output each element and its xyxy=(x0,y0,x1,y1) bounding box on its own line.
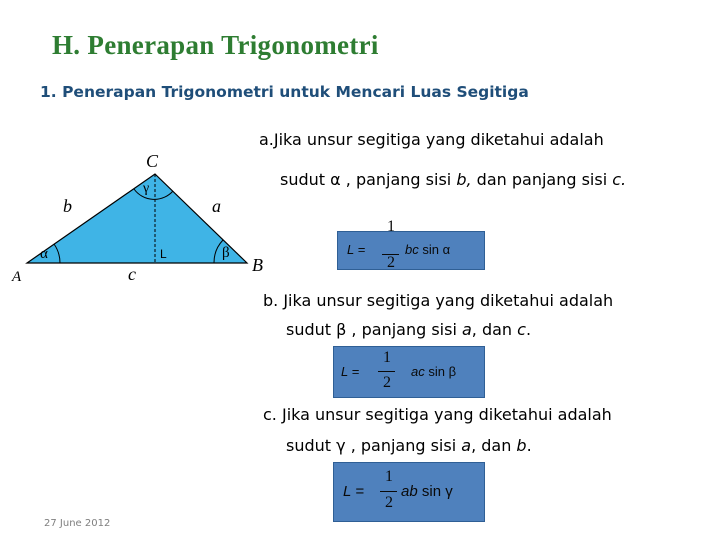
right-angle-mark: L xyxy=(160,247,167,261)
formula-c-rhs xyxy=(401,483,453,500)
formula-a-lhs: L = xyxy=(347,242,366,257)
formula-b-fraction-bar xyxy=(378,371,395,372)
case-c-side2: b xyxy=(516,436,527,455)
case-b-line2-mid: , dan xyxy=(471,320,518,339)
case-a-side1: b, xyxy=(456,170,472,189)
case-b-side1: a xyxy=(461,320,472,339)
case-b-line2-end: . xyxy=(525,320,532,339)
formula-b-denominator: 2 xyxy=(383,374,391,391)
formula-c-rest: sin γ xyxy=(417,483,453,500)
formula-b-rhs xyxy=(411,364,456,379)
formula-c-fraction-bar xyxy=(380,491,397,492)
case-a-line2 xyxy=(280,170,626,189)
vertex-b-label: B xyxy=(252,255,263,275)
side-a-label: a xyxy=(212,196,221,216)
case-a-side2: c. xyxy=(612,170,627,189)
formula-a-numerator: 1 xyxy=(387,218,395,235)
formula-box-b xyxy=(333,346,485,398)
case-a-line1-text: a.Jika unsur segitiga yang diketahui adalah xyxy=(259,130,604,149)
case-b-line1-text: b. Jika unsur segitiga yang diketahui adalah xyxy=(263,291,614,310)
formula-a-rest: sin α xyxy=(418,242,451,257)
beta-label: β xyxy=(222,245,230,261)
case-c-line1-text: c. Jika unsur segitiga yang diketahui adalah xyxy=(263,405,612,424)
formula-box-a xyxy=(337,218,485,271)
side-b-label: b xyxy=(63,196,72,216)
formula-a-vars: bc xyxy=(405,242,419,257)
case-c-line1 xyxy=(263,405,612,424)
alpha-label: α xyxy=(40,246,48,262)
formula-c-numerator: 1 xyxy=(385,468,393,485)
case-a-line1 xyxy=(259,130,604,149)
formula-a-denominator: 2 xyxy=(387,254,395,271)
formula-c-denominator: 2 xyxy=(385,494,393,511)
formula-box-c xyxy=(333,462,485,522)
case-b-line1 xyxy=(263,291,613,310)
side-c-label: c xyxy=(128,264,136,284)
case-c-line2 xyxy=(286,436,532,455)
case-b-line2 xyxy=(286,320,531,339)
footer-date: 27 June 2012 xyxy=(44,518,111,529)
case-c-side1: a xyxy=(461,436,472,455)
case-c-line2-prefix: sudut γ , panjang sisi xyxy=(286,436,462,455)
vertex-a-label: A xyxy=(12,269,22,285)
formula-b-lhs: L = xyxy=(341,364,360,379)
formula-b-numerator: 1 xyxy=(383,349,391,366)
slide-title: H. Penerapan Trigonometri xyxy=(52,30,379,60)
formula-b-vars: ac xyxy=(411,364,425,379)
vertex-c-label: C xyxy=(146,151,159,171)
case-b-line2-prefix: sudut β , panjang sisi xyxy=(286,320,462,339)
case-c-line2-end: . xyxy=(526,436,532,455)
formula-c-lhs: L = xyxy=(343,483,364,500)
triangle-diagram xyxy=(0,140,280,290)
slide-subtitle: 1. Penerapan Trigonometri untuk Mencari Luas Segitiga xyxy=(40,83,529,101)
case-a-line2-prefix: sudut α , panjang sisi xyxy=(280,170,457,189)
triangle-shape xyxy=(27,174,247,263)
gamma-label: γ xyxy=(143,181,150,196)
formula-c-vars: ab xyxy=(401,483,418,500)
case-a-line2-mid: dan panjang sisi xyxy=(471,170,613,189)
case-b-side2: c xyxy=(517,320,526,339)
formula-b-rest: sin β xyxy=(424,364,457,379)
formula-a-rhs xyxy=(405,242,450,257)
case-c-line2-mid: , dan xyxy=(471,436,517,455)
